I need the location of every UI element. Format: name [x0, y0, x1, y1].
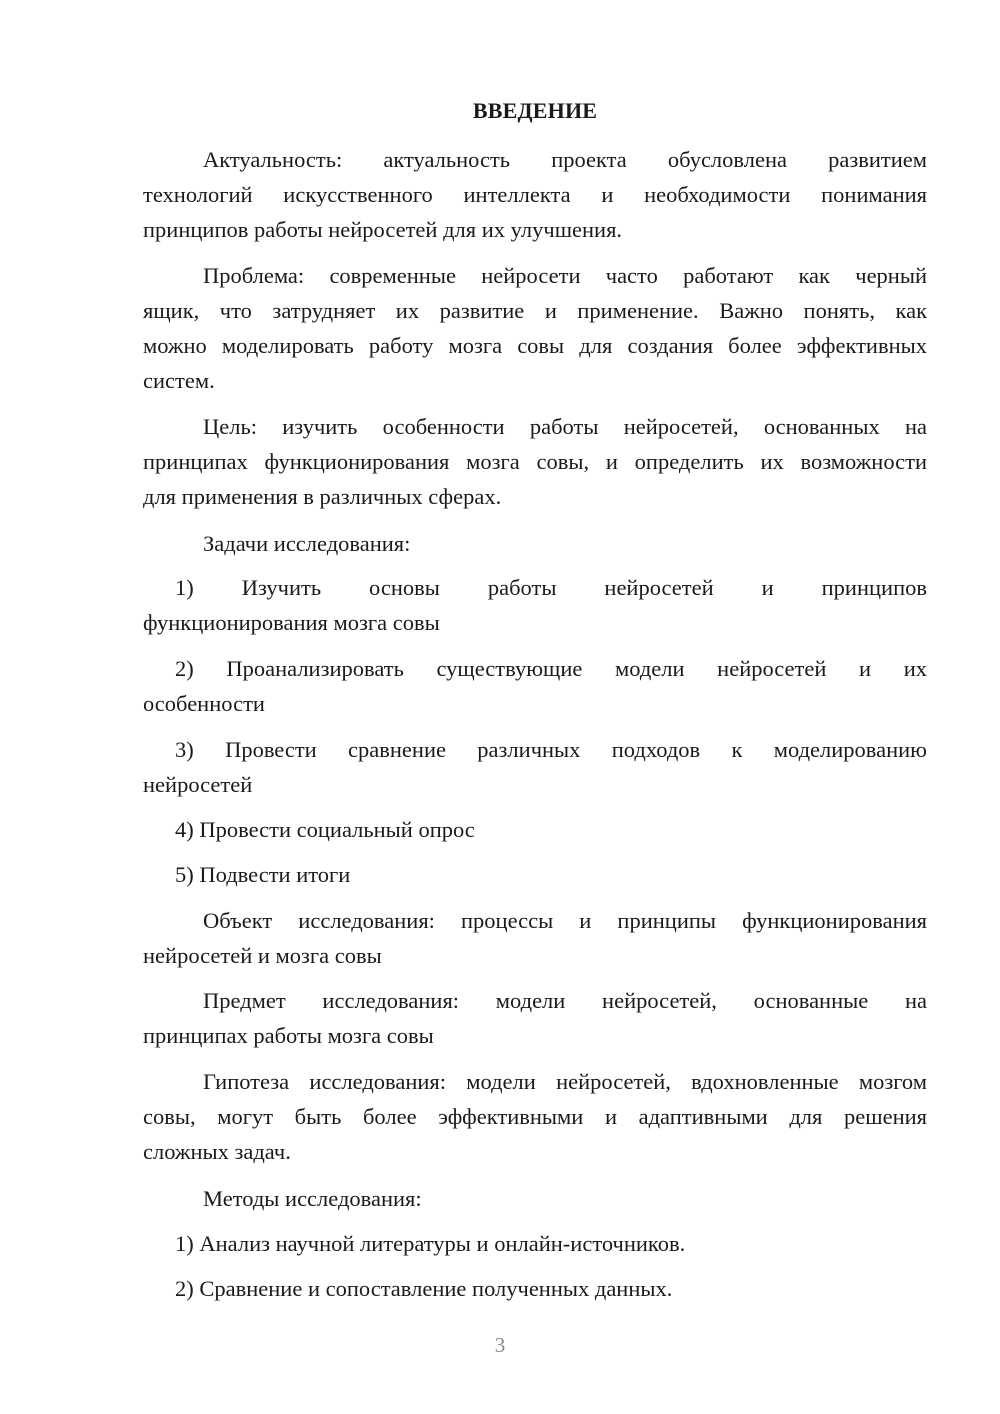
paragraph-object-line-1: Объект исследования: процессы и принципы функционирования — [203, 908, 927, 933]
paragraph-hypothesis-line-2: совы, могут быть более эффективными и адаптивными для решения — [143, 1104, 927, 1129]
page-title: ВВЕДЕНИЕ — [472, 98, 598, 123]
task-1-line-1: 1) Изучить основы работы нейросетей и принципов — [175, 575, 927, 600]
paragraph-goal-line-3: для применения в различных сферах. — [143, 484, 502, 509]
paragraph-hypothesis-line-3: сложных задач. — [143, 1139, 291, 1164]
paragraph-goal-line-1: Цель: изучить особенности работы нейросетей, основанных на — [203, 414, 927, 439]
methods-heading: Методы исследования: — [203, 1186, 422, 1211]
task-4: 4) Провести социальный опрос — [175, 817, 475, 842]
task-5: 5) Подвести итоги — [175, 862, 351, 887]
paragraph-problem-line-2: ящик, что затрудняет их развитие и применение. Важно понять, как — [143, 298, 927, 323]
page-number: 3 — [494, 1333, 506, 1357]
task-2-line-1: 2) Проанализировать существующие модели нейросетей и их — [175, 656, 927, 681]
paragraph-relevance-line-2: технологий искусственного интеллекта и необходимости понимания — [143, 182, 927, 207]
task-3-line-1: 3) Провести сравнение различных подходов к моделированию — [175, 737, 927, 762]
method-1: 1) Анализ научной литературы и онлайн-источников. — [175, 1231, 686, 1256]
paragraph-relevance-line-3: принципов работы нейросетей для их улучшения. — [143, 217, 623, 242]
paragraph-problem-line-4: систем. — [143, 368, 215, 393]
paragraph-subject-line-1: Предмет исследования: модели нейросетей, основанные на — [203, 988, 927, 1013]
tasks-heading: Задачи исследования: — [203, 531, 411, 556]
task-2-line-2: особенности — [143, 691, 265, 716]
paragraph-subject-line-2: принципах работы мозга совы — [143, 1023, 434, 1048]
paragraph-object-line-2: нейросетей и мозга совы — [143, 943, 382, 968]
task-3-line-2: нейросетей — [143, 772, 253, 797]
paragraph-relevance-line-1: Актуальность: актуальность проекта обусловлена развитием — [203, 147, 927, 172]
paragraph-problem-line-3: можно моделировать работу мозга совы для создания более эффективных — [143, 333, 927, 358]
paragraph-goal-line-2: принципах функционирования мозга совы, и определить их возможности — [143, 449, 927, 474]
paragraph-hypothesis-line-1: Гипотеза исследования: модели нейросетей, вдохновленные мозгом — [203, 1069, 927, 1094]
paragraph-problem-line-1: Проблема: современные нейросети часто работают как черный — [203, 263, 927, 288]
method-2: 2) Сравнение и сопоставление полученных данных. — [175, 1276, 673, 1301]
task-1-line-2: функционирования мозга совы — [143, 610, 440, 635]
